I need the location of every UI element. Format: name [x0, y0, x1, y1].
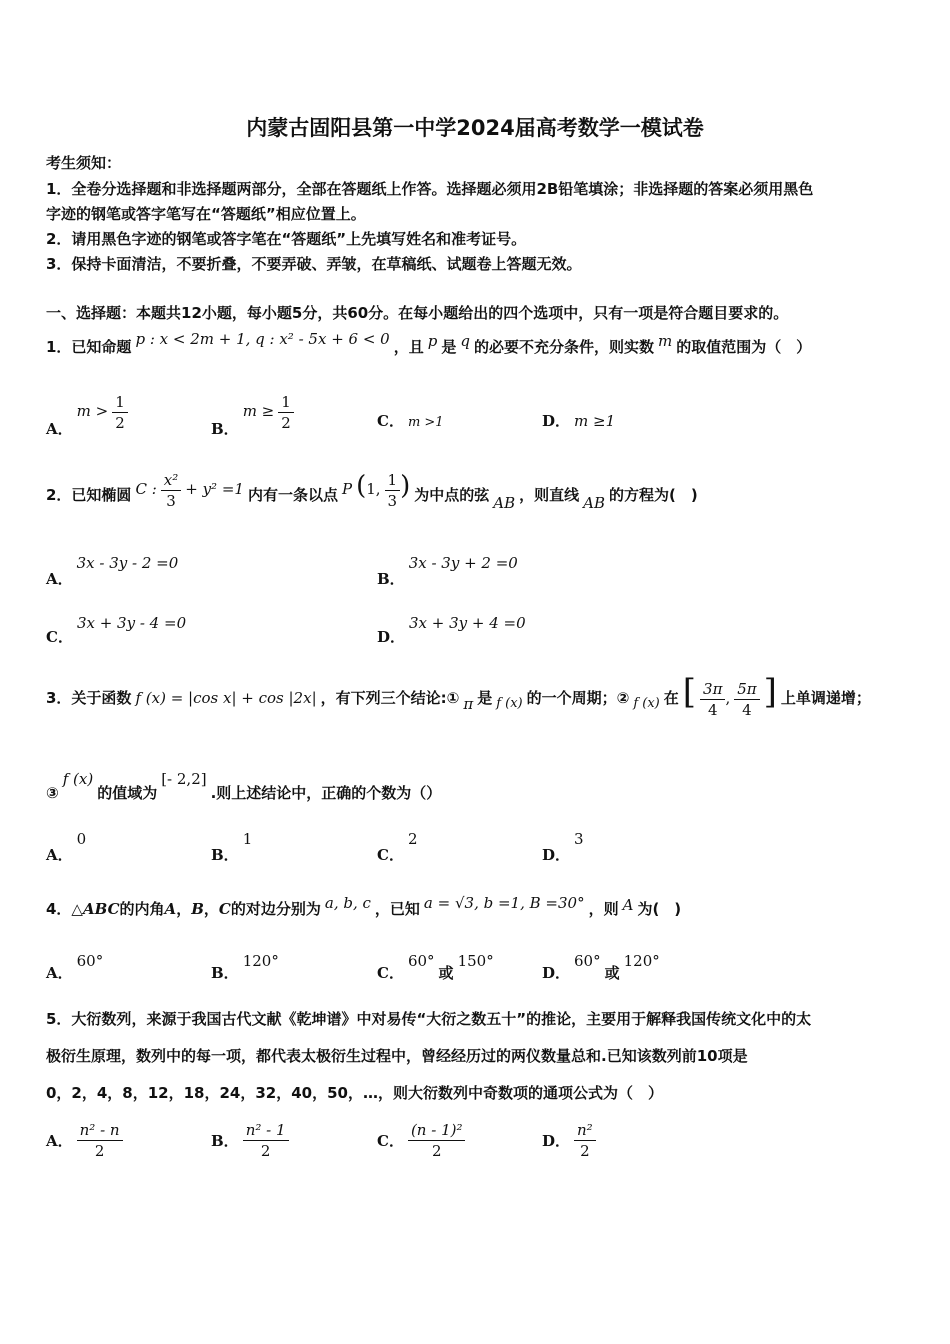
notice-item: 3．保持卡面清洁，不要折叠，不要弄破、弄皱，在草稿纸、试题卷上答题无效。	[46, 255, 582, 273]
question-2: 2．已知椭圆 C : $\frac{\text{x²}}{3}$ + y² =1 内有一条以点 P (1, $\frac{1}{3}$ ) 为中点的弦 AB ，则直线 AB 的方程为( )	[46, 471, 698, 513]
fraction: $\frac{\text{n² - n}}{2}$	[77, 1120, 123, 1161]
fraction: $\frac{\text{(n - 1)²}}{2}$	[408, 1120, 466, 1161]
q1-var-p: p	[427, 332, 438, 350]
notice-item: 1．全卷分选择题和非选择题两部分，全部在答题纸上作答。选择题必须用2B铅笔填涂；非选择题的答案必须用黑色	[46, 180, 814, 198]
notice-item: 字迹的钢笔或答字笔写在“答题纸”相应位置上。	[46, 205, 366, 223]
notice-heading: 考生须知：	[46, 154, 122, 172]
q5-option-c: C． $\frac{\text{(n - 1)²}}{2}$	[377, 1120, 465, 1161]
q1-text: 的取值范围为（ ）	[676, 338, 812, 356]
q1-option-a: A． m > $\frac{1}{2}$	[46, 392, 128, 433]
q3-option-a: A． 0	[46, 830, 87, 864]
q3-option-c: C． 2	[377, 830, 418, 864]
fraction: $\frac{\text{x²}}{3}$	[161, 470, 181, 511]
fraction: $\frac{3\pi}{4}$	[700, 679, 725, 720]
q4-option-c: C． 60° 或 150°	[377, 952, 494, 982]
q1-prefix: 1．已知命题	[46, 338, 132, 356]
question-1	[46, 330, 812, 357]
q1-option-d: D． m ≥1	[542, 412, 616, 430]
q5-option-b: B． $\frac{\text{n² - 1}}{2}$	[211, 1120, 289, 1161]
q1-var-m: m	[658, 332, 673, 350]
q2-option-a: A． 3x - 3y - 2 =0	[46, 554, 179, 588]
q1-option-b: B． m ≥ $\frac{1}{2}$	[211, 392, 294, 433]
question-4: 4．△ABC的内角A，B，C的对边分别为 a, b, c ，已知 a = √3, b =1, B =30° ，则 A 为( )	[46, 894, 682, 918]
q3-option-d: D． 3	[542, 830, 584, 864]
question-3: 3．关于函数 f (x) = |cos x| + cos |2x| ，有下列三个结论:① π 是 $_{f (x)}$ 的一个周期；② $_{f (x)}$ 在 [ $\frac{3\pi}{4}$ , $\frac{5\pi}{4}$ ] 上单调递增；	[46, 672, 871, 719]
q3-option-b: B． 1	[211, 830, 253, 864]
fraction: $\frac{\text{n² - 1}}{2}$	[243, 1120, 289, 1161]
q1-math: p : x < 2m + 1, q : x² - 5x + 6 < 0	[135, 330, 390, 348]
q4-option-b: B． 120°	[211, 952, 279, 982]
q4-option-d: D． 60° 或 120°	[542, 952, 660, 982]
section-heading: 一、选择题：本题共12小题，每小题5分，共60分。在每小题给出的四个选项中，只有一项是符合题目要求的。	[46, 304, 789, 322]
fraction: $\frac{1}{2}$	[278, 392, 294, 433]
notice-item: 2．请用黑色字迹的钢笔或答字笔在“答题纸”上先填写姓名和准考证号。	[46, 230, 527, 248]
q1-var-q: q	[460, 332, 470, 350]
exam-title: 内蒙古固阳县第一中学2024届高考数学一模试卷	[246, 116, 704, 140]
q2-option-d: D． 3x + 3y + 4 =0	[377, 614, 526, 646]
q1-option-c: C． m >1	[377, 412, 444, 430]
fraction: $\frac{1}{3}$	[385, 470, 401, 511]
q5-option-d: D． $\frac{\text{n²}}{2}$	[542, 1120, 596, 1161]
q1-text: 是	[441, 338, 457, 356]
question-3-line2: ③ f (x) 的值域为 [- 2,2] .则上述结论中，正确的个数为（）	[46, 770, 442, 802]
fraction: $\frac{1}{2}$	[112, 392, 128, 433]
fraction: $\frac{5\pi}{4}$	[734, 679, 759, 720]
question-5-line1: 5．大衍数列，来源于我国古代文献《乾坤谱》中对易传“大衍之数五十”的推论，主要用于解释我国传统文化中的太	[46, 1010, 812, 1028]
q2-option-c: C． 3x + 3y - 4 =0	[46, 614, 187, 646]
q1-text: 的必要不充分条件，则实数	[473, 338, 654, 356]
q2-option-b: B． 3x - 3y + 2 =0	[377, 554, 518, 588]
q5-option-a: A． $\frac{\text{n² - n}}{2}$	[46, 1120, 123, 1161]
question-5-line3: 0，2，4，8，12，18，24，32，40，50，…，则大衍数列中奇数项的通项公式为（ ）	[46, 1084, 663, 1102]
q1-text: ，且	[393, 338, 424, 356]
fraction: $\frac{\text{n²}}{2}$	[574, 1120, 596, 1161]
q4-option-a: A． 60°	[46, 952, 104, 982]
question-5-line2: 极衍生原理，数列中的每一项，都代表太极衍生过程中，曾经经历过的两仪数量总和.已知该数列前10项是	[46, 1047, 748, 1065]
